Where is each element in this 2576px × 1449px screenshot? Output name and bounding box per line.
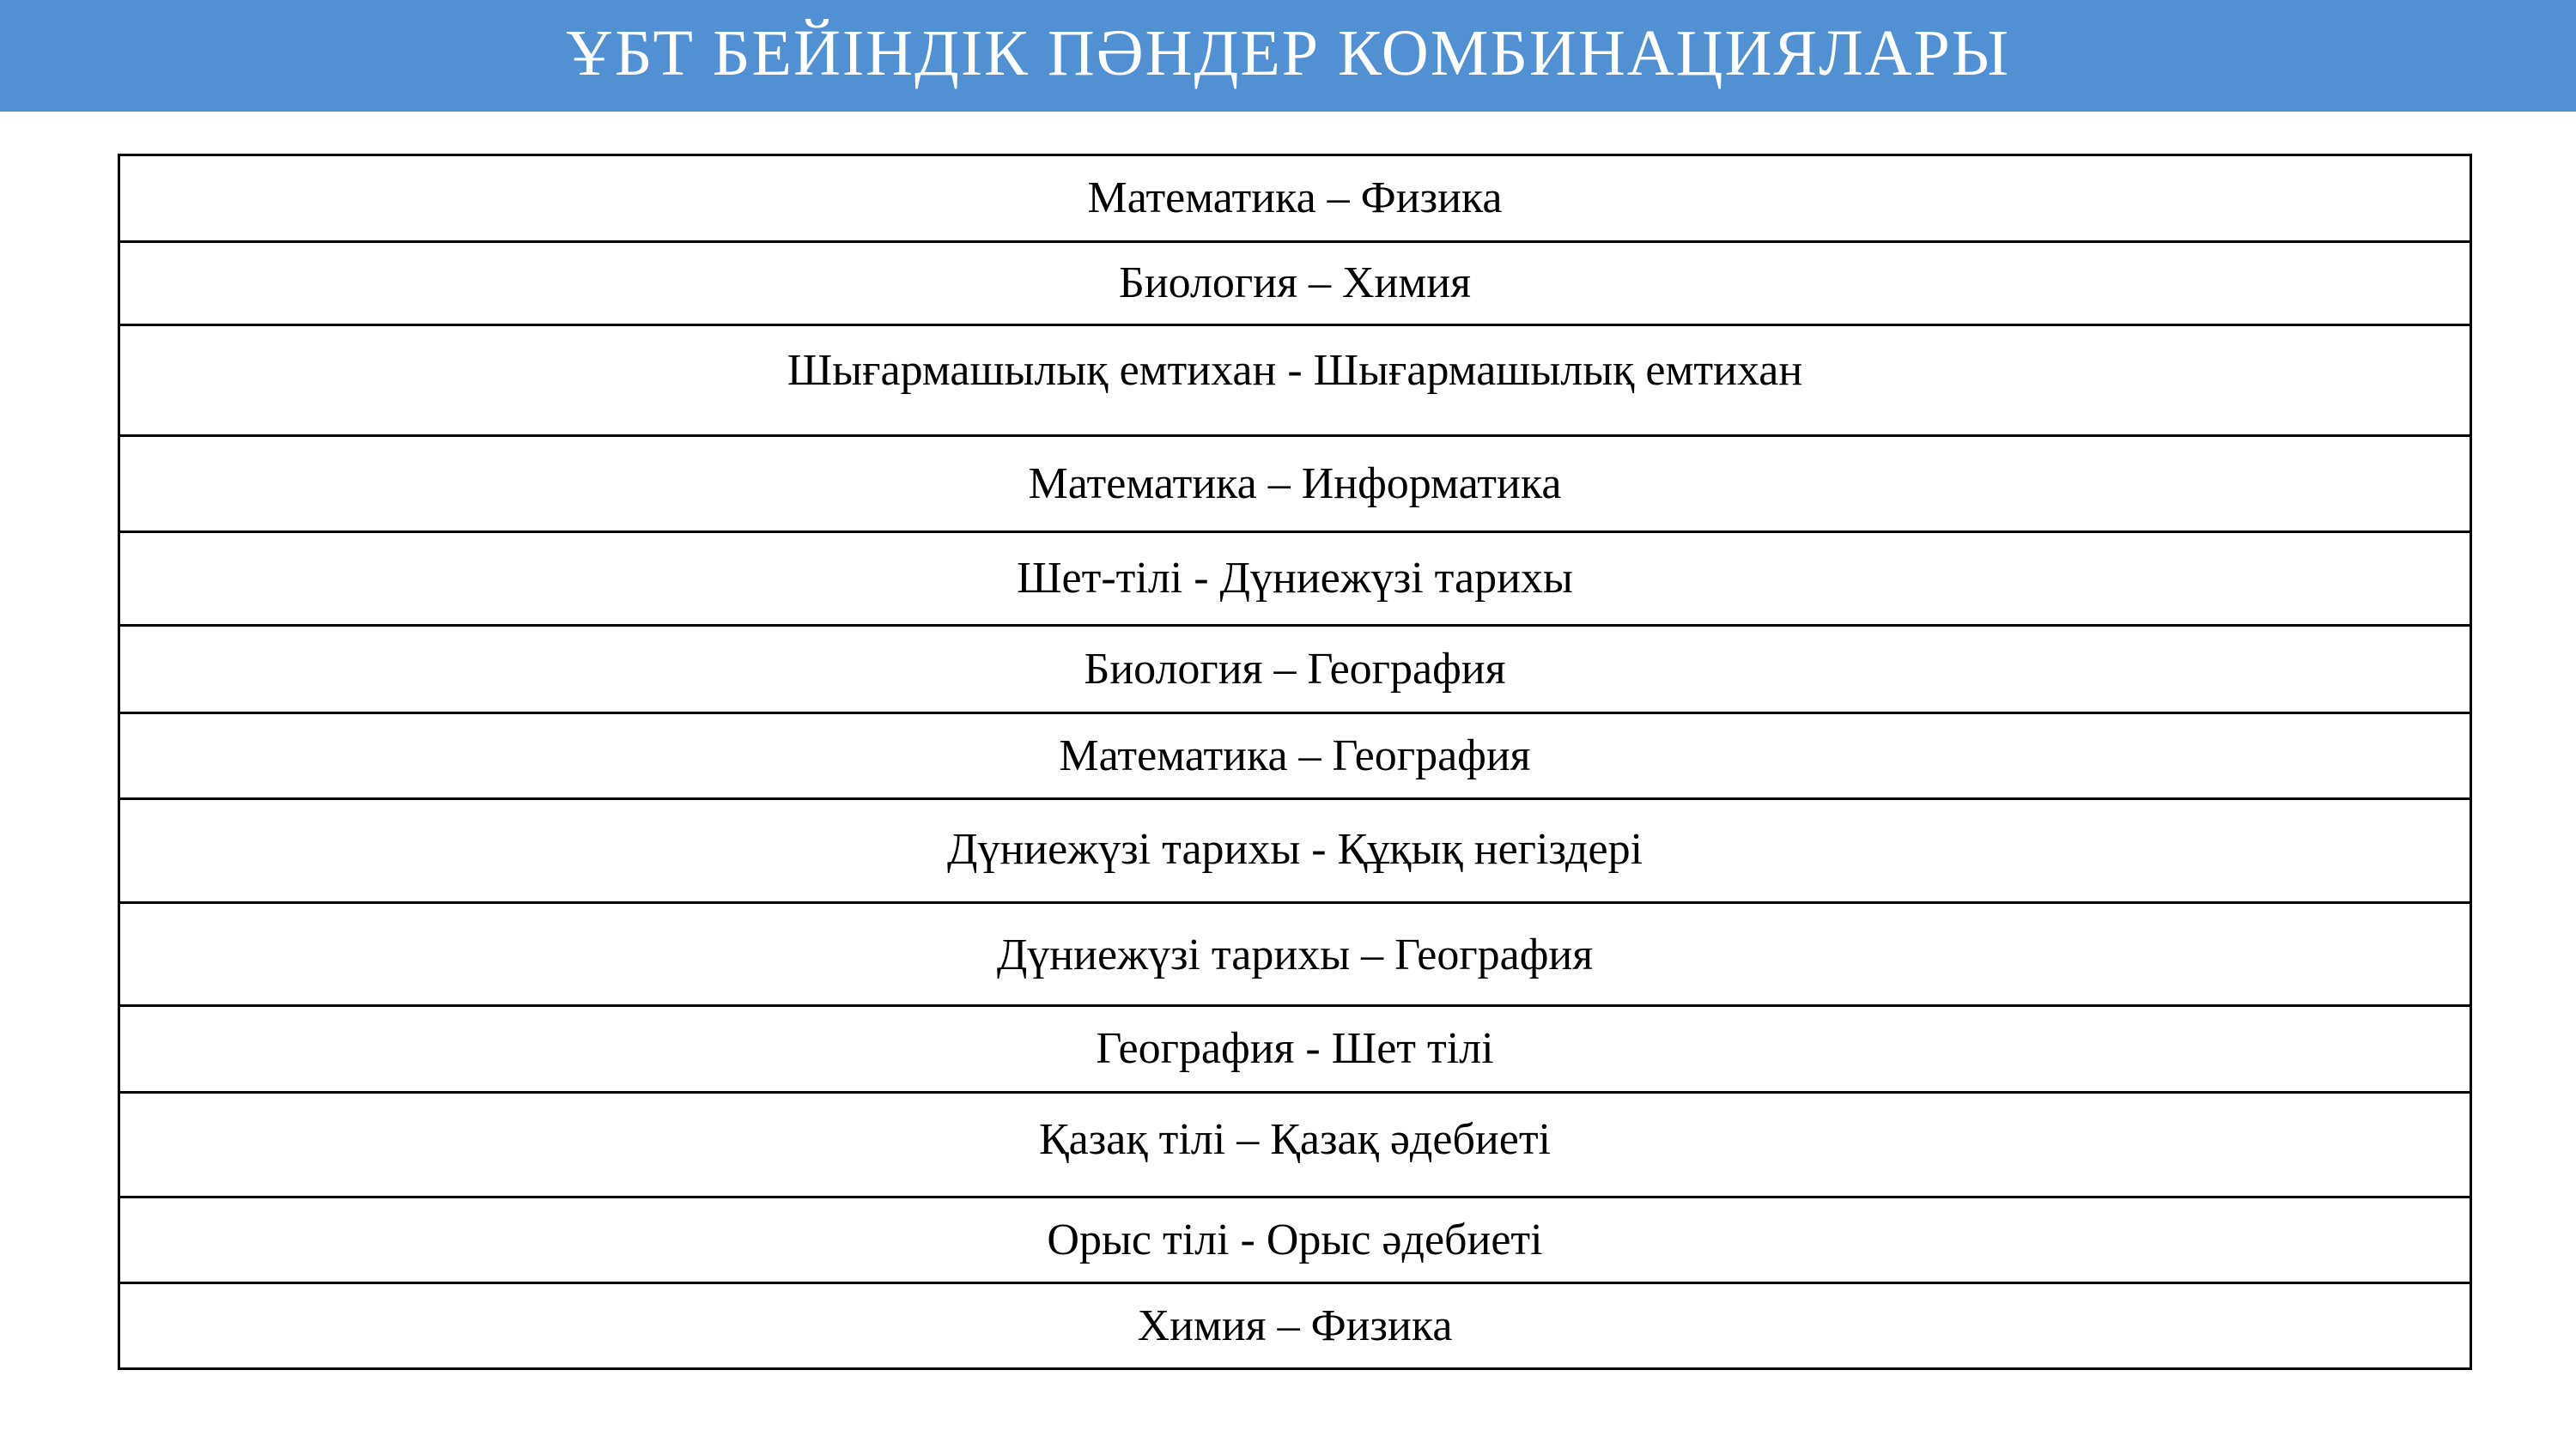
table-row [120, 712, 2470, 797]
table-row-label: Қазақ тілі – Қазақ әдебиеті [1038, 1115, 1552, 1164]
table-row [120, 434, 2470, 530]
table-row-label: Дүниежүзі тарихы – География [996, 931, 1594, 979]
table-row [120, 1004, 2470, 1091]
table-row [120, 624, 2470, 712]
table-row [120, 324, 2470, 434]
title-banner [0, 0, 2576, 112]
table-row [120, 1196, 2470, 1282]
table-row [120, 797, 2470, 901]
table-row [120, 530, 2470, 624]
table-row-label: Химия – Физика [1137, 1300, 1453, 1350]
page-title: ҰБТ БЕЙІНДІК ПӘНДЕР КОМБИНАЦИЯЛАРЫ [565, 17, 2011, 89]
table-row-label: Биология – Химия [1118, 258, 1472, 308]
table-row-label: Биология – География [1084, 644, 1506, 694]
table-row-label: Математика – География [1059, 731, 1531, 780]
table-row [120, 240, 2470, 324]
table-row-label: География - Шет тілі [1096, 1024, 1494, 1074]
table-row-label: Шығармашылық емтихан - Шығармашылық емтихан [787, 346, 1803, 395]
table-row-label: Математика – Физика [1087, 173, 1503, 223]
table-row [120, 1282, 2470, 1367]
table-row-label: Шет-тілі - Дүниежүзі тарихы [1017, 554, 1573, 603]
table-row-label: Математика – Информатика [1028, 458, 1562, 508]
table-row-label: Дүниежүзі тарихы - Құқық негіздері [946, 825, 1643, 874]
subject-combinations-table [118, 154, 2472, 1370]
table-row-label: Орыс тілі - Орыс әдебиеті [1047, 1215, 1543, 1264]
table-row [120, 1091, 2470, 1196]
table-row [120, 901, 2470, 1004]
table-row [120, 156, 2470, 240]
